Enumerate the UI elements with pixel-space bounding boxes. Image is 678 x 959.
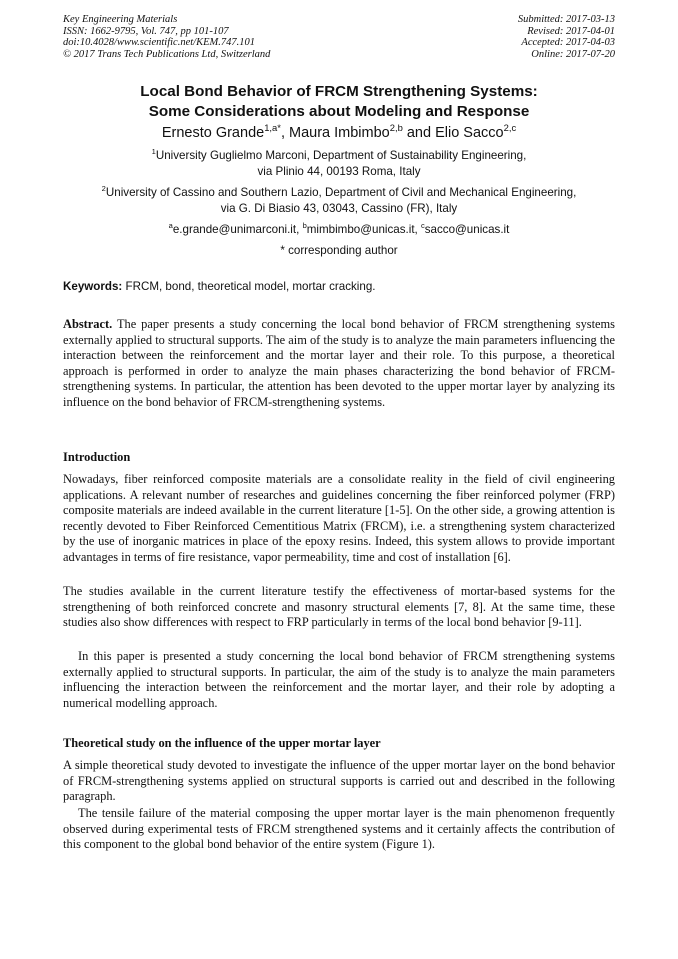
date-online: Online: 2017-07-20 bbox=[531, 48, 615, 60]
paper-title bbox=[40, 82, 638, 122]
journal-doi: doi:10.4028/www.scientific.net/KEM.747.101 bbox=[63, 37, 255, 48]
keywords bbox=[63, 279, 615, 294]
section-heading-introduction: Introduction bbox=[63, 450, 131, 464]
affiliation-1 bbox=[40, 148, 638, 180]
journal-name: Key Engineering Materials bbox=[63, 14, 178, 25]
affiliation-number: 1 bbox=[151, 147, 156, 157]
date-accepted: Accepted: 2017-04-03 bbox=[521, 37, 615, 48]
author-superscript: 1,a* bbox=[264, 122, 281, 134]
author-superscript: 2,c bbox=[503, 122, 517, 134]
affiliation-number: 2 bbox=[101, 184, 106, 194]
journal-copyright: © 2017 Trans Tech Publications Ltd, Switzerland bbox=[63, 48, 271, 60]
author-name: and Elio Sacco bbox=[402, 125, 504, 141]
author-list bbox=[40, 124, 638, 142]
date-submitted: Submitted: 2017-03-13 bbox=[517, 14, 615, 25]
abstract-text: The paper presents a study concerning the local bond behavior of FRCM strengthening systems externally applied to structural supports. The aim of the study is to analyze the main parameters influencing the interaction between the reinforcement and the mortar layer and their role. To this purpose, a theoretical approach is performed in order to analyze the main phases characterizing the bond behavior of FRCM-strengthening systems. In particular, the attention has been devoted to the upper mortar layer by analyzing its influence on the bond behavior of FRCM-strengthening systems. bbox=[63, 317, 615, 409]
paragraph: The tensile failure of the material composing the upper mortar layer is the main phenomenon frequently observed during experimental tests of FRCM strengthened systems and it certainly affects the contribution of this component to the global bond behavior of the entire system (Figure 1). bbox=[63, 806, 615, 851]
affiliation-text: University of Cassino and Southern Lazio, Department of Civil and Mechanical Engineering, bbox=[105, 186, 577, 199]
abstract-label: Abstract. bbox=[63, 317, 113, 331]
email-link: sacco@unicas.it bbox=[424, 223, 510, 236]
keywords-label: Keywords: bbox=[63, 280, 123, 293]
email-link: e.grande@unimarconi.it, bbox=[172, 223, 303, 236]
keywords-text: FRCM, bond, theoretical model, mortar cracking. bbox=[122, 280, 376, 293]
email-marker: b bbox=[302, 221, 307, 231]
affiliation-address: via Plinio 44, 00193 Roma, Italy bbox=[257, 165, 421, 178]
affiliation-text: University Guglielmo Marconi, Department of Sustainability Engineering, bbox=[155, 149, 527, 162]
title-line-2: Some Considerations about Modeling and Response bbox=[148, 103, 530, 120]
paragraph: Nowadays, fiber reinforced composite materials are a consolidate reality in the field of civil engineering applications. A relevant number of researches and guidelines concerning the fiber reinforced polymer (FRP) composite materials are indeed available in the current literature [1-5]. On the other side, a growing attention is recently devoted to Fiber Reinforced Cementitious Matrix (FRCM), i.e. a strengthening system characterized by the use of inorganic matrices in place of the epoxy resins. Indeed, this system allows to provide important advantages in terms of fire resistance, vapor permeability, time and cost of installation [6]. bbox=[63, 472, 615, 564]
date-revised: Revised: 2017-04-01 bbox=[527, 25, 615, 37]
corresponding-author-note: * corresponding author bbox=[280, 244, 398, 257]
author-name: Ernesto Grande bbox=[161, 125, 265, 141]
email-marker: a bbox=[168, 221, 173, 231]
email-marker: c bbox=[420, 221, 425, 231]
journal-info bbox=[63, 14, 270, 60]
author-superscript: 2,b bbox=[389, 122, 403, 134]
paragraph: A simple theoretical study devoted to investigate the influence of the upper mortar layer on the bond behavior of FRCM-strengthening systems applied on structural supports is carried out and described in the following paragraph. bbox=[63, 758, 615, 803]
affiliation-address: via G. Di Biasio 43, 03043, Cassino (FR), Italy bbox=[220, 202, 458, 215]
paragraph: The studies available in the current literature testify the effectiveness of mortar-based systems for the strengthening of both reinforced concrete and masonry structural elements [7, 8]. At the same time, these studies also show differences with respect to FRP particularly in terms of the local bond behavior [9-11]. bbox=[63, 584, 615, 629]
author-name: , Maura Imbimbo bbox=[280, 125, 390, 141]
affiliation-2 bbox=[40, 185, 638, 217]
section-heading-theory: Theoretical study on the influence of the upper mortar layer bbox=[63, 736, 381, 750]
journal-issn: ISSN: 1662-9795, Vol. 747, pp 101-107 bbox=[63, 25, 229, 37]
email-link: mimbimbo@unicas.it, bbox=[306, 223, 421, 236]
title-line-1: Local Bond Behavior of FRCM Strengthening Systems: bbox=[140, 83, 538, 100]
abstract bbox=[63, 317, 615, 410]
paragraph: In this paper is presented a study concerning the local bond behavior of FRCM strengthening systems externally applied to structural supports. In particular, the aim of the study is to analyze the main parameters influencing the interaction between the reinforcement and the mortar layer, and their role by adopting a numerical modelling approach. bbox=[63, 649, 615, 710]
author-emails bbox=[40, 222, 638, 238]
submission-dates bbox=[518, 14, 615, 60]
